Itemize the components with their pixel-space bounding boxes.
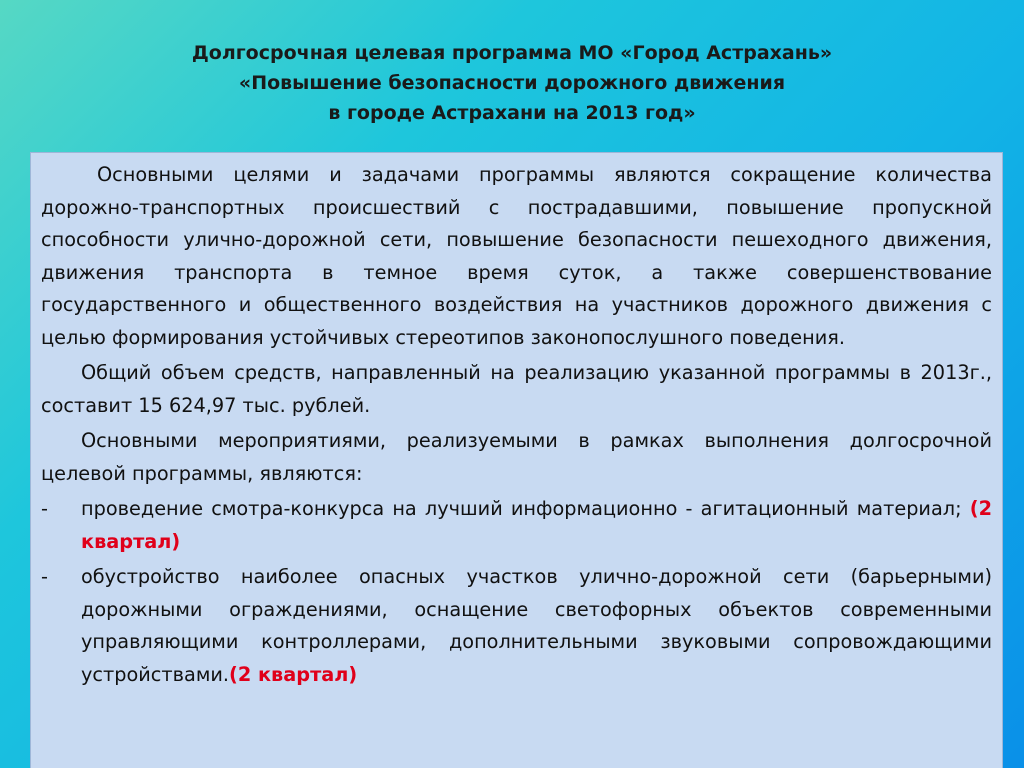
bullet-text (81, 493, 992, 558)
quarter-highlight: (2 квартал) (81, 497, 992, 553)
title-line-3: в городе Астрахани на 2013 год» (328, 102, 696, 124)
content-box (30, 152, 1003, 768)
bullet-item-contest (41, 493, 992, 558)
bullet-body: обустройство наиболее опасных участков улично-дорожной сети (барьерными) дорожными ограждениями, оснащение светофорных объектов современными управляющими контроллерами, дополнительными звуковыми сопровождающими устройствами. (81, 565, 992, 686)
slide-title (0, 38, 1024, 128)
bullet-item-roads (41, 561, 992, 691)
quarter-highlight: (2 квартал) (229, 662, 358, 686)
bullet-body: проведение смотра-конкурса на лучший информационно - агитационный материал; (81, 497, 970, 520)
bullet-marker: - (41, 497, 48, 520)
title-line-1: Долгосрочная целевая программа МО «Город Астрахань» (191, 42, 833, 64)
paragraph-budget: Общий объем средств, направленный на реализацию указанной программы в 2013г., составит 15 624,97 тыс. рублей. (41, 361, 992, 417)
paragraph-measures: Основными мероприятиями, реализуемыми в рамках выполнения долгосрочной целевой программы, являются: (41, 429, 992, 485)
paragraph-goals: Основными целями и задачами программы являются сокращение количества дорожно-транспортных происшествий с пострадавшими, повышение пропускной способности улично-дорожной сети, повышение безопасности пешеходного движения, движения транспорта в темное время суток, а также совершенствование государственного и общественного воздействия на участников дорожного движения с целью формирования устойчивых стереотипов законопослушного поведения. (41, 163, 992, 349)
title-line-2: «Повышение безопасности дорожного движения (238, 72, 786, 94)
bullet-marker: - (41, 565, 48, 588)
bullet-text (81, 561, 992, 691)
